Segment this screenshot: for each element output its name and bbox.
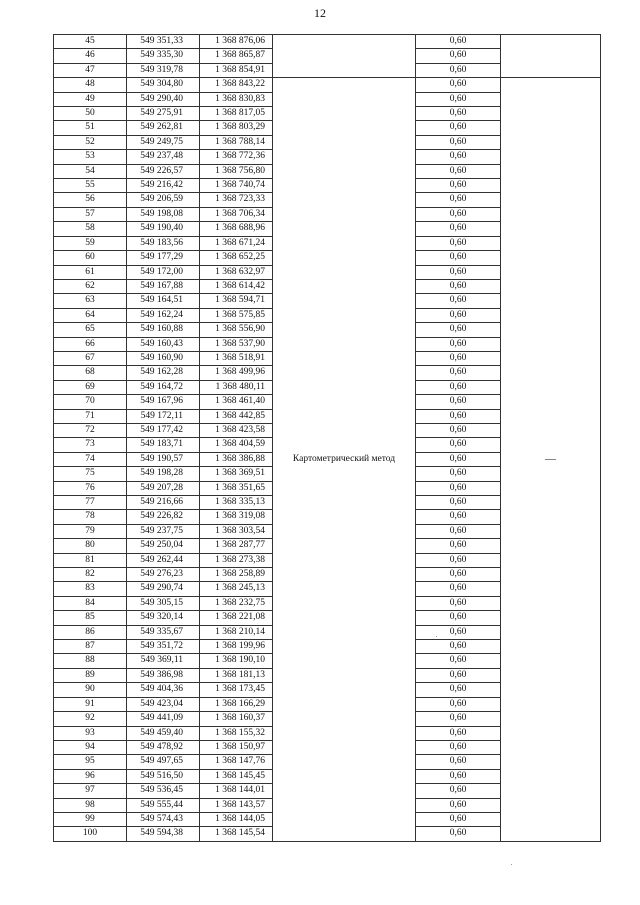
page-number: 12	[314, 6, 326, 20]
point-number-cell: 77	[54, 496, 127, 510]
y-coordinate-cell: 1 368 143,57	[200, 798, 273, 812]
y-coordinate-cell: 1 368 803,29	[200, 121, 273, 135]
x-coordinate-cell: 549 594,38	[127, 827, 200, 841]
point-number-cell: 45	[54, 35, 127, 49]
point-number-cell: 70	[54, 395, 127, 409]
x-coordinate-cell: 549 369,11	[127, 654, 200, 668]
y-coordinate-cell: 1 368 287,77	[200, 539, 273, 553]
point-number-cell: 93	[54, 726, 127, 740]
point-number-cell: 60	[54, 251, 127, 265]
accuracy-cell: 0,60	[416, 755, 501, 769]
point-number-cell: 98	[54, 798, 127, 812]
point-number-cell: 90	[54, 683, 127, 697]
y-coordinate-cell: 1 368 461,40	[200, 395, 273, 409]
point-number-cell: 52	[54, 135, 127, 149]
accuracy-cell: 0,60	[416, 265, 501, 279]
accuracy-cell: 0,60	[416, 438, 501, 452]
y-coordinate-cell: 1 368 671,24	[200, 236, 273, 250]
x-coordinate-cell: 549 478,92	[127, 740, 200, 754]
y-coordinate-cell: 1 368 258,89	[200, 568, 273, 582]
accuracy-cell: 0,60	[416, 193, 501, 207]
x-coordinate-cell: 549 441,09	[127, 712, 200, 726]
x-coordinate-cell: 549 190,40	[127, 222, 200, 236]
x-coordinate-cell: 549 304,80	[127, 78, 200, 92]
y-coordinate-cell: 1 368 173,45	[200, 683, 273, 697]
accuracy-cell: 0,60	[416, 279, 501, 293]
accuracy-cell: 0,60	[416, 640, 501, 654]
point-number-cell: 68	[54, 366, 127, 380]
y-coordinate-cell: 1 368 614,42	[200, 279, 273, 293]
accuracy-cell: 0,60	[416, 467, 501, 481]
accuracy-cell: 0,60	[416, 63, 501, 77]
point-number-cell: 49	[54, 92, 127, 106]
point-number-cell: 53	[54, 150, 127, 164]
point-number-cell: 50	[54, 107, 127, 121]
x-coordinate-cell: 549 335,30	[127, 49, 200, 63]
x-coordinate-cell: 549 320,14	[127, 611, 200, 625]
y-coordinate-cell: 1 368 181,13	[200, 668, 273, 682]
y-coordinate-cell: 1 368 245,13	[200, 582, 273, 596]
accuracy-cell: 0,60	[416, 553, 501, 567]
point-number-cell: 72	[54, 423, 127, 437]
accuracy-cell: 0,60	[416, 481, 501, 495]
point-number-cell: 100	[54, 827, 127, 841]
coordinates-table	[53, 34, 601, 842]
x-coordinate-cell: 549 275,91	[127, 107, 200, 121]
y-coordinate-cell: 1 368 876,06	[200, 35, 273, 49]
scan-artifact	[511, 864, 512, 865]
point-number-cell: 69	[54, 380, 127, 394]
point-number-cell: 84	[54, 596, 127, 610]
x-coordinate-cell: 549 555,44	[127, 798, 200, 812]
accuracy-cell: 0,60	[416, 294, 501, 308]
point-number-cell: 79	[54, 524, 127, 538]
coordinates-table-body	[54, 35, 601, 842]
accuracy-cell: 0,60	[416, 423, 501, 437]
y-coordinate-cell: 1 368 166,29	[200, 697, 273, 711]
accuracy-cell: 0,60	[416, 568, 501, 582]
y-coordinate-cell: 1 368 150,97	[200, 740, 273, 754]
x-coordinate-cell: 549 276,23	[127, 568, 200, 582]
y-coordinate-cell: 1 368 145,45	[200, 769, 273, 783]
note-cell	[501, 35, 601, 78]
x-coordinate-cell: 549 164,72	[127, 380, 200, 394]
y-coordinate-cell: 1 368 537,90	[200, 337, 273, 351]
y-coordinate-cell: 1 368 723,33	[200, 193, 273, 207]
accuracy-cell: 0,60	[416, 121, 501, 135]
y-coordinate-cell: 1 368 232,75	[200, 596, 273, 610]
accuracy-cell: 0,60	[416, 179, 501, 193]
point-number-cell: 76	[54, 481, 127, 495]
point-number-cell: 48	[54, 78, 127, 92]
point-number-cell: 64	[54, 308, 127, 322]
accuracy-cell: 0,60	[416, 150, 501, 164]
accuracy-cell: 0,60	[416, 798, 501, 812]
point-number-cell: 75	[54, 467, 127, 481]
accuracy-cell: 0,60	[416, 683, 501, 697]
y-coordinate-cell: 1 368 594,71	[200, 294, 273, 308]
x-coordinate-cell: 549 423,04	[127, 697, 200, 711]
x-coordinate-cell: 549 198,28	[127, 467, 200, 481]
x-coordinate-cell: 549 319,78	[127, 63, 200, 77]
x-coordinate-cell: 549 198,08	[127, 207, 200, 221]
y-coordinate-cell: 1 368 144,01	[200, 784, 273, 798]
y-coordinate-cell: 1 368 843,22	[200, 78, 273, 92]
y-coordinate-cell: 1 368 788,14	[200, 135, 273, 149]
accuracy-cell: 0,60	[416, 222, 501, 236]
y-coordinate-cell: 1 368 756,80	[200, 164, 273, 178]
x-coordinate-cell: 549 172,11	[127, 409, 200, 423]
accuracy-cell: 0,60	[416, 337, 501, 351]
x-coordinate-cell: 549 536,45	[127, 784, 200, 798]
accuracy-cell: 0,60	[416, 409, 501, 423]
point-number-cell: 96	[54, 769, 127, 783]
y-coordinate-cell: 1 368 772,36	[200, 150, 273, 164]
point-number-cell: 86	[54, 625, 127, 639]
x-coordinate-cell: 549 262,81	[127, 121, 200, 135]
y-coordinate-cell: 1 368 273,38	[200, 553, 273, 567]
point-number-cell: 87	[54, 640, 127, 654]
point-number-cell: 83	[54, 582, 127, 596]
point-number-cell: 74	[54, 452, 127, 466]
table-row	[54, 35, 601, 49]
accuracy-cell: 0,60	[416, 668, 501, 682]
accuracy-cell: 0,60	[416, 654, 501, 668]
point-number-cell: 85	[54, 611, 127, 625]
point-number-cell: 62	[54, 279, 127, 293]
x-coordinate-cell: 549 574,43	[127, 812, 200, 826]
point-number-cell: 46	[54, 49, 127, 63]
accuracy-cell: 0,60	[416, 366, 501, 380]
x-coordinate-cell: 549 164,51	[127, 294, 200, 308]
accuracy-cell: 0,60	[416, 164, 501, 178]
table-row	[54, 78, 601, 92]
x-coordinate-cell: 549 335,67	[127, 625, 200, 639]
x-coordinate-cell: 549 250,04	[127, 539, 200, 553]
point-number-cell: 91	[54, 697, 127, 711]
point-number-cell: 81	[54, 553, 127, 567]
y-coordinate-cell: 1 368 830,83	[200, 92, 273, 106]
accuracy-cell: 0,60	[416, 92, 501, 106]
accuracy-cell: 0,60	[416, 496, 501, 510]
x-coordinate-cell: 549 206,59	[127, 193, 200, 207]
x-coordinate-cell: 549 497,65	[127, 755, 200, 769]
x-coordinate-cell: 549 216,66	[127, 496, 200, 510]
x-coordinate-cell: 549 216,42	[127, 179, 200, 193]
accuracy-cell: 0,60	[416, 827, 501, 841]
y-coordinate-cell: 1 368 740,74	[200, 179, 273, 193]
x-coordinate-cell: 549 162,28	[127, 366, 200, 380]
y-coordinate-cell: 1 368 160,37	[200, 712, 273, 726]
accuracy-cell: 0,60	[416, 510, 501, 524]
x-coordinate-cell: 549 177,42	[127, 423, 200, 437]
x-coordinate-cell: 549 351,33	[127, 35, 200, 49]
x-coordinate-cell: 549 177,29	[127, 251, 200, 265]
y-coordinate-cell: 1 368 518,91	[200, 351, 273, 365]
point-number-cell: 97	[54, 784, 127, 798]
accuracy-cell: 0,60	[416, 35, 501, 49]
point-number-cell: 89	[54, 668, 127, 682]
accuracy-cell: 0,60	[416, 380, 501, 394]
x-coordinate-cell: 549 207,28	[127, 481, 200, 495]
point-number-cell: 92	[54, 712, 127, 726]
y-coordinate-cell: 1 368 221,08	[200, 611, 273, 625]
x-coordinate-cell: 549 237,48	[127, 150, 200, 164]
point-number-cell: 56	[54, 193, 127, 207]
accuracy-cell: 0,60	[416, 596, 501, 610]
point-number-cell: 78	[54, 510, 127, 524]
point-number-cell: 67	[54, 351, 127, 365]
accuracy-cell: 0,60	[416, 351, 501, 365]
x-coordinate-cell: 549 183,56	[127, 236, 200, 250]
point-number-cell: 71	[54, 409, 127, 423]
x-coordinate-cell: 549 226,82	[127, 510, 200, 524]
accuracy-cell: 0,60	[416, 452, 501, 466]
x-coordinate-cell: 549 290,40	[127, 92, 200, 106]
point-number-cell: 51	[54, 121, 127, 135]
y-coordinate-cell: 1 368 480,11	[200, 380, 273, 394]
y-coordinate-cell: 1 368 190,10	[200, 654, 273, 668]
point-number-cell: 94	[54, 740, 127, 754]
accuracy-cell: 0,60	[416, 726, 501, 740]
accuracy-cell: 0,60	[416, 611, 501, 625]
x-coordinate-cell: 549 237,75	[127, 524, 200, 538]
accuracy-cell: 0,60	[416, 107, 501, 121]
accuracy-cell: 0,60	[416, 740, 501, 754]
accuracy-cell: 0,60	[416, 812, 501, 826]
x-coordinate-cell: 549 459,40	[127, 726, 200, 740]
accuracy-cell: 0,60	[416, 697, 501, 711]
accuracy-cell: 0,60	[416, 78, 501, 92]
point-number-cell: 65	[54, 323, 127, 337]
y-coordinate-cell: 1 368 865,87	[200, 49, 273, 63]
point-number-cell: 57	[54, 207, 127, 221]
y-coordinate-cell: 1 368 210,14	[200, 625, 273, 639]
x-coordinate-cell: 549 160,88	[127, 323, 200, 337]
y-coordinate-cell: 1 368 688,96	[200, 222, 273, 236]
y-coordinate-cell: 1 368 499,96	[200, 366, 273, 380]
accuracy-cell: 0,60	[416, 251, 501, 265]
x-coordinate-cell: 549 351,72	[127, 640, 200, 654]
point-number-cell: 61	[54, 265, 127, 279]
x-coordinate-cell: 549 262,44	[127, 553, 200, 567]
accuracy-cell: 0,60	[416, 236, 501, 250]
y-coordinate-cell: 1 368 145,54	[200, 827, 273, 841]
x-coordinate-cell: 549 516,50	[127, 769, 200, 783]
x-coordinate-cell: 549 160,90	[127, 351, 200, 365]
x-coordinate-cell: 549 167,96	[127, 395, 200, 409]
note-cell: —	[501, 78, 601, 842]
y-coordinate-cell: 1 368 632,97	[200, 265, 273, 279]
x-coordinate-cell: 549 305,15	[127, 596, 200, 610]
x-coordinate-cell: 549 290,74	[127, 582, 200, 596]
x-coordinate-cell: 549 190,57	[127, 452, 200, 466]
x-coordinate-cell: 549 404,36	[127, 683, 200, 697]
x-coordinate-cell: 549 386,98	[127, 668, 200, 682]
point-number-cell: 82	[54, 568, 127, 582]
point-number-cell: 63	[54, 294, 127, 308]
point-number-cell: 99	[54, 812, 127, 826]
y-coordinate-cell: 1 368 335,13	[200, 496, 273, 510]
y-coordinate-cell: 1 368 442,85	[200, 409, 273, 423]
x-coordinate-cell: 549 226,57	[127, 164, 200, 178]
y-coordinate-cell: 1 368 319,08	[200, 510, 273, 524]
point-number-cell: 73	[54, 438, 127, 452]
point-number-cell: 54	[54, 164, 127, 178]
y-coordinate-cell: 1 368 147,76	[200, 755, 273, 769]
y-coordinate-cell: 1 368 303,54	[200, 524, 273, 538]
x-coordinate-cell: 549 249,75	[127, 135, 200, 149]
y-coordinate-cell: 1 368 155,32	[200, 726, 273, 740]
accuracy-cell: 0,60	[416, 539, 501, 553]
accuracy-cell: 0,60	[416, 524, 501, 538]
accuracy-cell: 0,60	[416, 712, 501, 726]
accuracy-cell: 0,60	[416, 135, 501, 149]
accuracy-cell: 0,60	[416, 323, 501, 337]
point-number-cell: 80	[54, 539, 127, 553]
scan-artifact	[436, 636, 437, 637]
x-coordinate-cell: 549 160,43	[127, 337, 200, 351]
y-coordinate-cell: 1 368 556,90	[200, 323, 273, 337]
y-coordinate-cell: 1 368 144,05	[200, 812, 273, 826]
accuracy-cell: 0,60	[416, 395, 501, 409]
point-number-cell: 47	[54, 63, 127, 77]
point-number-cell: 95	[54, 755, 127, 769]
y-coordinate-cell: 1 368 854,91	[200, 63, 273, 77]
y-coordinate-cell: 1 368 351,65	[200, 481, 273, 495]
accuracy-cell: 0,60	[416, 625, 501, 639]
x-coordinate-cell: 549 172,00	[127, 265, 200, 279]
accuracy-cell: 0,60	[416, 49, 501, 63]
accuracy-cell: 0,60	[416, 784, 501, 798]
y-coordinate-cell: 1 368 404,59	[200, 438, 273, 452]
y-coordinate-cell: 1 368 386,88	[200, 452, 273, 466]
method-cell: Картометрический метод	[273, 78, 416, 842]
x-coordinate-cell: 549 167,88	[127, 279, 200, 293]
y-coordinate-cell: 1 368 706,34	[200, 207, 273, 221]
accuracy-cell: 0,60	[416, 769, 501, 783]
y-coordinate-cell: 1 368 423,58	[200, 423, 273, 437]
point-number-cell: 55	[54, 179, 127, 193]
accuracy-cell: 0,60	[416, 308, 501, 322]
accuracy-cell: 0,60	[416, 582, 501, 596]
y-coordinate-cell: 1 368 369,51	[200, 467, 273, 481]
x-coordinate-cell: 549 183,71	[127, 438, 200, 452]
y-coordinate-cell: 1 368 199,96	[200, 640, 273, 654]
point-number-cell: 88	[54, 654, 127, 668]
y-coordinate-cell: 1 368 817,05	[200, 107, 273, 121]
point-number-cell: 58	[54, 222, 127, 236]
x-coordinate-cell: 549 162,24	[127, 308, 200, 322]
point-number-cell: 59	[54, 236, 127, 250]
method-cell	[273, 35, 416, 78]
y-coordinate-cell: 1 368 575,85	[200, 308, 273, 322]
accuracy-cell: 0,60	[416, 207, 501, 221]
point-number-cell: 66	[54, 337, 127, 351]
y-coordinate-cell: 1 368 652,25	[200, 251, 273, 265]
